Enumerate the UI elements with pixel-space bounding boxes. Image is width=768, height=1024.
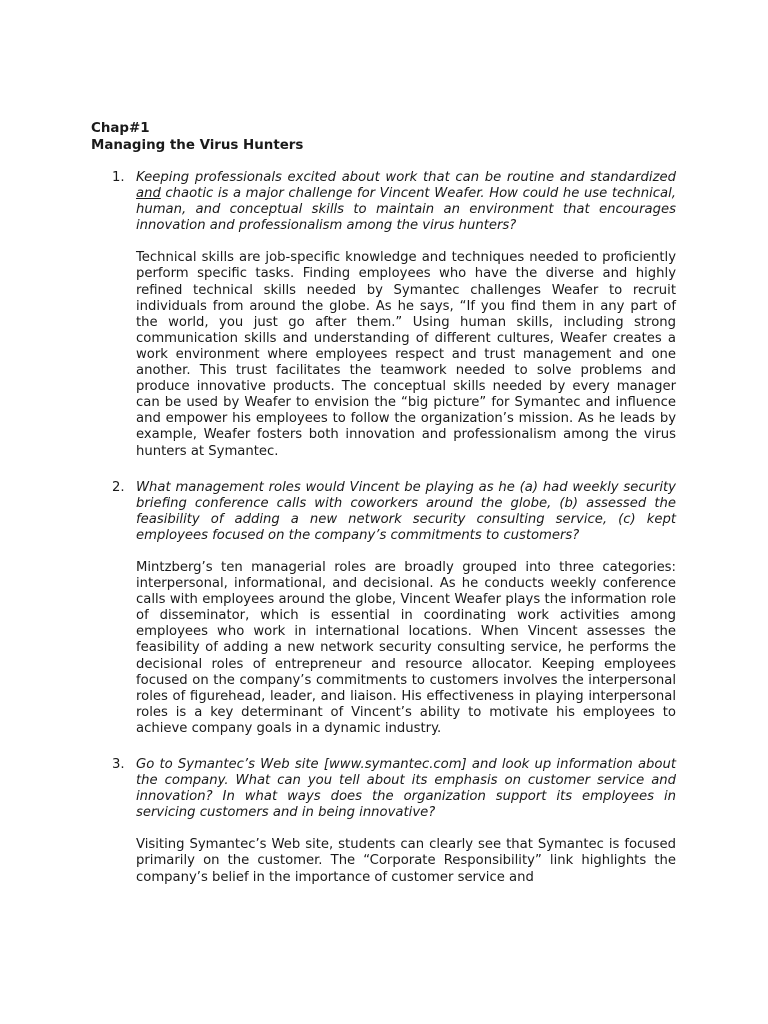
question-text (136, 170, 676, 234)
underlined-word: and (136, 186, 161, 202)
question-number: 1. (112, 170, 125, 185)
question-text: What management roles would Vincent be playing as he (a) had weekly security briefing conference calls with coworkers around the globe, (b) assessed the feasibility of adding a new network security consulting service, (c) kept employees focused on the company’s commitments to customers? (136, 479, 676, 543)
page-title: Managing the Virus Hunters (91, 138, 304, 153)
answer-text: Visiting Symantec’s Web site, students can clearly see that Symantec is focused primarily on the customer. The “Corporate Responsibility” link highlights the company’s belief in the importance of customer service and (136, 837, 676, 885)
answer-text: Mintzberg’s ten managerial roles are broadly grouped into three categories: interpersonal, informational, and decisional. As he conducts weekly conference calls with employees around the globe, Vincent Weafer plays the information role of disseminator, which is essential in coordinating work activities among employees who work in international locations. When Vincent assesses the feasibility of adding a new network security consulting service, he performs the decisional roles of entrepreneur and resource allocator. Keeping employees focused on the company’s commitments to customers involves the interpersonal roles of figurehead, leader, and liaison. His effectiveness in playing interpersonal roles is a key determinant of Vincent’s ability to motivate his employees to achieve company goals in a dynamic industry. (136, 559, 676, 736)
question-text-part: Keeping professionals excited about work that can be routine and standardized (136, 170, 676, 185)
question-list (100, 170, 676, 906)
question-number: 3. (112, 757, 125, 772)
question-text-part: chaotic is a major challenge for Vincent Weafer. How could he use technical, human, and conceptual skills to maintain an environment that encourages innovation and professionalism among the virus hunters? (136, 186, 676, 234)
question-item-2 (100, 480, 676, 737)
chapter-label: Chap#1 (91, 121, 150, 136)
question-text: Go to Symantec’s Web site [www.symantec.com] and look up information about the company. What can you tell about its emphasis on customer service and innovation? In what ways does the organization support its employees in servicing customers and in being innovative? (136, 757, 676, 821)
question-item-1 (100, 170, 676, 460)
question-item-3 (100, 757, 676, 886)
answer-text: Technical skills are job-specific knowledge and techniques needed to proficiently perform specific tasks. Finding employees who have the diverse and highly refined technical skills needed by Symantec challenges Weafer to recruit individuals from around the globe. As he says, “If you find them in any part of the world, you just go after them.” Using human skills, including strong communication skills and understanding of different cultures, Weafer creates a work environment where employees respect and trust management and one another. This trust facilitates the teamwork needed to solve problems and produce innovative products. The conceptual skills needed by every manager can be used by Weafer to envision the “big picture” for Symantec and influence and empower his employees to follow the organization’s mission. As he leads by example, Weafer fosters both innovation and professionalism among the virus hunters at Symantec. (136, 250, 676, 459)
question-number: 2. (112, 479, 125, 495)
